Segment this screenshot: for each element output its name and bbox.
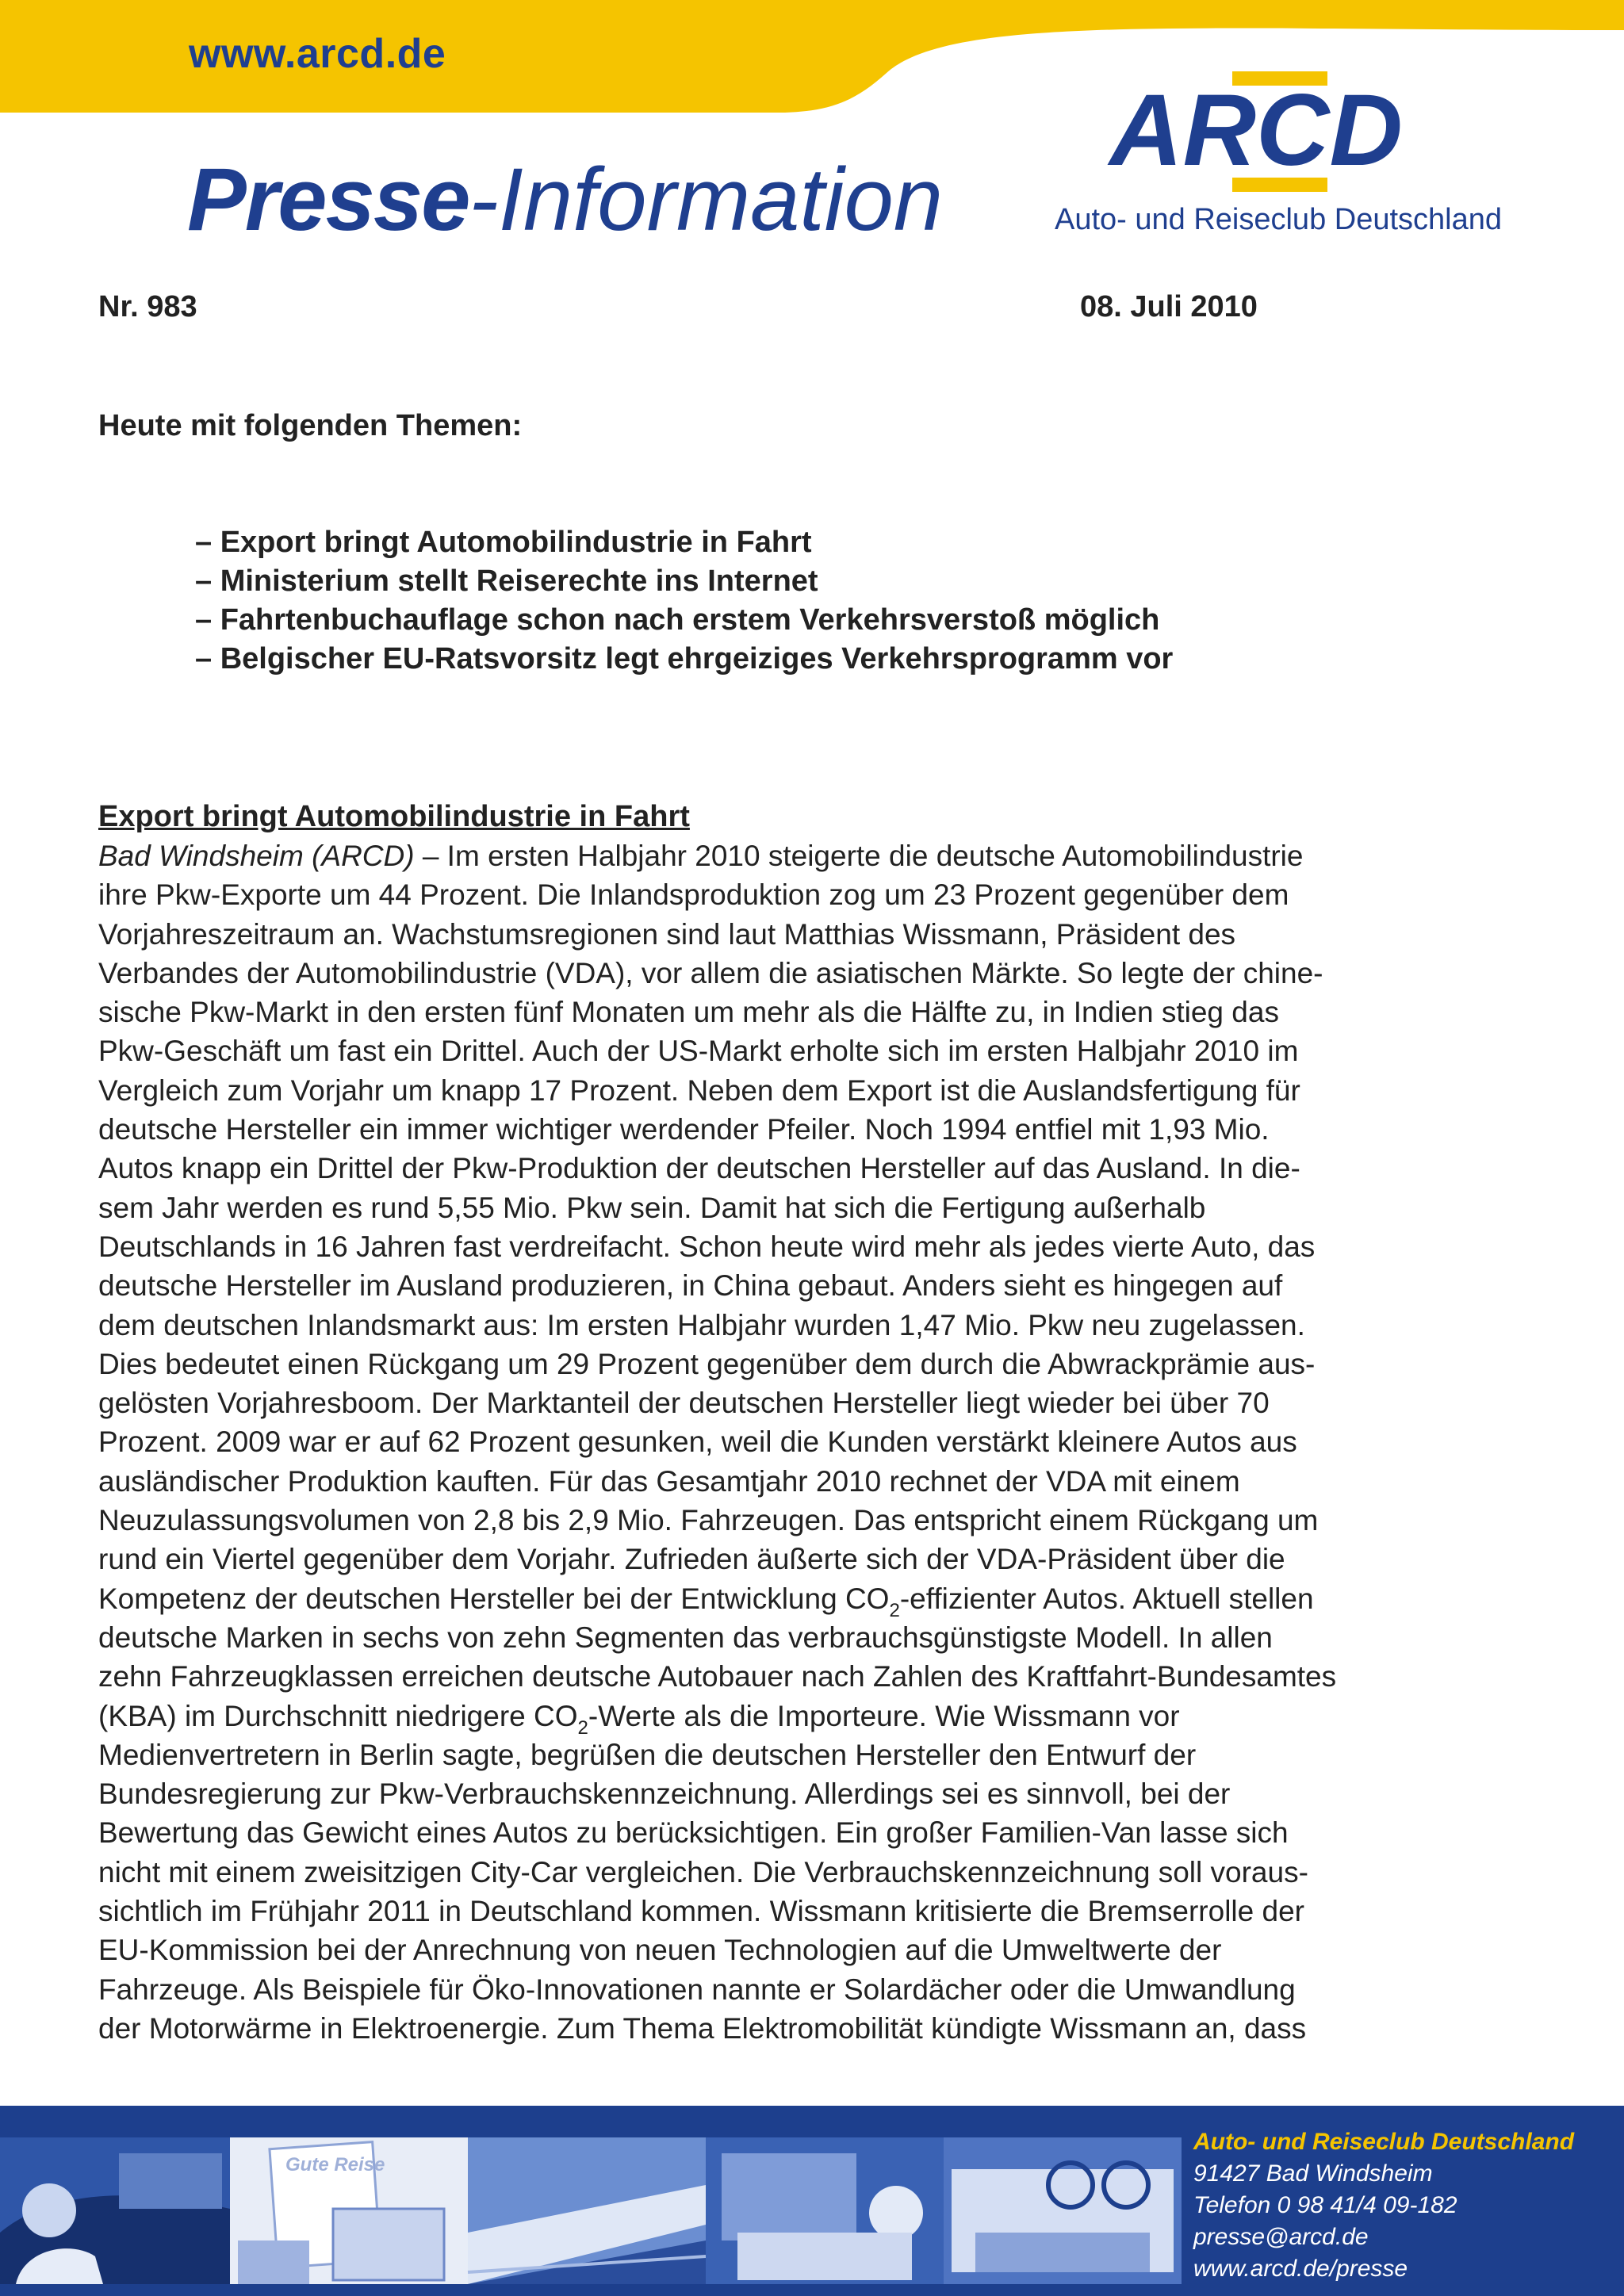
- article-line: ihre Pkw-Exporte um 44 Prozent. Die Inlandsproduktion zog um 23 Prozent gegenüber dem: [98, 878, 1289, 912]
- co2-subscript: 2: [577, 1716, 588, 1739]
- footer-contact: [1193, 2126, 1574, 2285]
- article-line-text: – Im ersten Halbjahr 2010 steigerte die deutsche Automobilindustrie: [414, 840, 1304, 872]
- article-line: Neuzulassungsvolumen von 2,8 bis 2,9 Mio. Fahrzeugen. Das entspricht einem Rückgang um: [98, 1504, 1319, 1537]
- topics-heading: Heute mit folgenden Themen:: [98, 409, 523, 442]
- issue-number: Nr. 983: [98, 290, 197, 323]
- article-line-co2: [98, 1579, 1510, 1621]
- article-line: [98, 836, 1510, 875]
- topic-item: – Export bringt Automobilindustrie in Fahrt: [195, 526, 812, 559]
- line-text: Kompetenz der deutschen Hersteller bei der Entwicklung CO: [98, 1582, 890, 1615]
- article-line: sische Pkw-Markt in den ersten fünf Monaten um mehr als die Hälfte zu, in Indien stieg das: [98, 996, 1279, 1029]
- article-line: deutsche Hersteller ein immer wichtiger werdender Pfeiler. Noch 1994 entfiel mit 1,93 Mio.: [98, 1113, 1270, 1146]
- footer-photo-strip: [0, 2137, 1182, 2284]
- article-line: deutsche Hersteller im Ausland produzieren, in China gebaut. Anders sieht es hingegen auf: [98, 1269, 1283, 1303]
- article-line: zehn Fahrzeugklassen erreichen deutsche Autobauer nach Zahlen des Kraftfahrt-Bundesamtes: [98, 1660, 1337, 1693]
- page-title: [187, 150, 944, 249]
- article-line: Vorjahreszeitraum an. Wachstumsregionen sind laut Matthias Wissmann, Präsident des: [98, 917, 1236, 951]
- article-line: Deutschlands in 16 Jahren fast verdreifacht. Schon heute wird mehr als jedes vierte Auto, das: [98, 1230, 1316, 1263]
- article: [98, 798, 1510, 2048]
- header-url[interactable]: www.arcd.de: [189, 31, 446, 77]
- article-line: Verbandes der Automobilindustrie (VDA), vor allem die asiatischen Märkte. So legte der chine-: [98, 956, 1323, 989]
- footer-web[interactable]: www.arcd.de/presse: [1193, 2256, 1408, 2282]
- article-line: Autos knapp ein Drittel der Pkw-Produktion der deutschen Hersteller auf das Ausland. In die-: [98, 1152, 1300, 1185]
- article-line: Bundesregierung zur Pkw-Verbrauchskennzeichnung. Allerdings sei es sinnvoll, bei der: [98, 1777, 1231, 1811]
- photo-rescue: [706, 2137, 944, 2284]
- article-body: [98, 836, 1510, 2048]
- article-line-co2: [98, 1697, 1510, 1739]
- topic-item: – Fahrtenbuchauflage schon nach erstem Verkehrsverstoß möglich: [195, 603, 1160, 637]
- topics-list: [195, 523, 1173, 679]
- logo-subtitle: Auto- und Reiseclub Deutschland: [1055, 203, 1503, 236]
- footer-email[interactable]: presse@arcd.de: [1193, 2224, 1369, 2250]
- article-line: gelösten Vorjahresboom. Der Marktanteil der deutschen Hersteller liegt wieder bei über 70: [98, 1387, 1270, 1420]
- photo-bike-rack: [944, 2137, 1182, 2284]
- line-text: -effizienter Autos. Aktuell stellen: [899, 1582, 1314, 1615]
- article-line: dem deutschen Inlandsmarkt aus: Im ersten Halbjahr wurden 1,47 Mio. Pkw neu zugelassen.: [98, 1308, 1305, 1341]
- topic-item: – Ministerium stellt Reiserechte ins Internet: [195, 564, 818, 598]
- line-text: (KBA) im Durchschnitt niedrigere CO: [98, 1699, 578, 1732]
- photo-driver: [0, 2137, 230, 2284]
- footer-phone: Telefon 0 98 41/4 09-182: [1193, 2192, 1457, 2218]
- photo-brochures: [230, 2137, 468, 2284]
- title-strong: Presse: [187, 150, 469, 249]
- article-line: nicht mit einem zweisitzigen City-Car vergleichen. Die Verbrauchskennzeichnung soll voraus-: [98, 1855, 1308, 1888]
- line-text: -Werte als die Importeure. Wie Wissmann vor: [588, 1699, 1180, 1732]
- footer: [0, 2106, 1624, 2296]
- article-line: Medienvertretern in Berlin sagte, begrüßen die deutschen Hersteller den Entwurf der: [98, 1738, 1197, 1771]
- arcd-logo: [1088, 68, 1429, 195]
- issue-date: 08. Juli 2010: [1080, 290, 1258, 323]
- article-line: sichtlich im Frühjahr 2011 in Deutschland kommen. Wissmann kritisierte die Bremserrolle der: [98, 1895, 1304, 1928]
- article-line: der Motorwärme in Elektroenergie. Zum Thema Elektromobilität kündigte Wissmann an, dass: [98, 2011, 1307, 2045]
- article-line: Bewertung das Gewicht eines Autos zu berücksichtigen. Ein großer Familien-Van lasse sich: [98, 1816, 1289, 1850]
- article-line: Dies bedeutet einen Rückgang um 29 Prozent gegenüber dem durch die Abwrackprämie aus-: [98, 1347, 1316, 1380]
- logo-text: ARCD: [1109, 74, 1403, 187]
- article-line: sem Jahr werden es rund 5,55 Mio. Pkw sein. Damit hat sich die Fertigung außerhalb: [98, 1191, 1206, 1224]
- topic-item: – Belgischer EU-Ratsvorsitz legt ehrgeiziges Verkehrsprogramm vor: [195, 642, 1174, 675]
- article-line: EU-Kommission bei der Anrechnung von neuen Technologien auf die Umweltwerte der: [98, 1934, 1222, 1967]
- article-headline: Export bringt Automobilindustrie in Fahrt: [98, 800, 690, 833]
- article-line: Fahrzeuge. Als Beispiele für Öko-Innovationen nannte er Solardächer oder die Umwandlung: [98, 1973, 1296, 2006]
- co2-subscript: 2: [889, 1599, 900, 1621]
- article-line: ausländischer Produktion kauften. Für das Gesamtjahr 2010 rechnet der VDA mit einem: [98, 1464, 1240, 1498]
- article-line: Vergleich zum Vorjahr um knapp 17 Prozent. Neben dem Export ist die Auslandsfertigung für: [98, 1073, 1300, 1107]
- title-rest: -Information: [469, 150, 944, 249]
- article-line: Pkw-Geschäft um fast ein Drittel. Auch der US-Markt erholte sich im ersten Halbjahr 2010 im: [98, 1035, 1299, 1068]
- photo-train: [468, 2137, 706, 2284]
- photo-sign-text: Gute Reise: [285, 2154, 385, 2175]
- article-line: rund ein Viertel gegenüber dem Vorjahr. Zufrieden äußerte sich der VDA-Präsident über die: [98, 1543, 1285, 1576]
- footer-org: Auto- und Reiseclub Deutschland: [1193, 2129, 1575, 2155]
- footer-address: 91427 Bad Windsheim: [1193, 2160, 1433, 2187]
- article-line: Prozent. 2009 war er auf 62 Prozent gesunken, weil die Kunden verstärkt kleinere Autos aus: [98, 1425, 1297, 1459]
- article-dateline: Bad Windsheim (ARCD): [98, 840, 415, 872]
- article-line: deutsche Marken in sechs von zehn Segmenten das verbrauchsgünstigste Modell. In allen: [98, 1621, 1273, 1654]
